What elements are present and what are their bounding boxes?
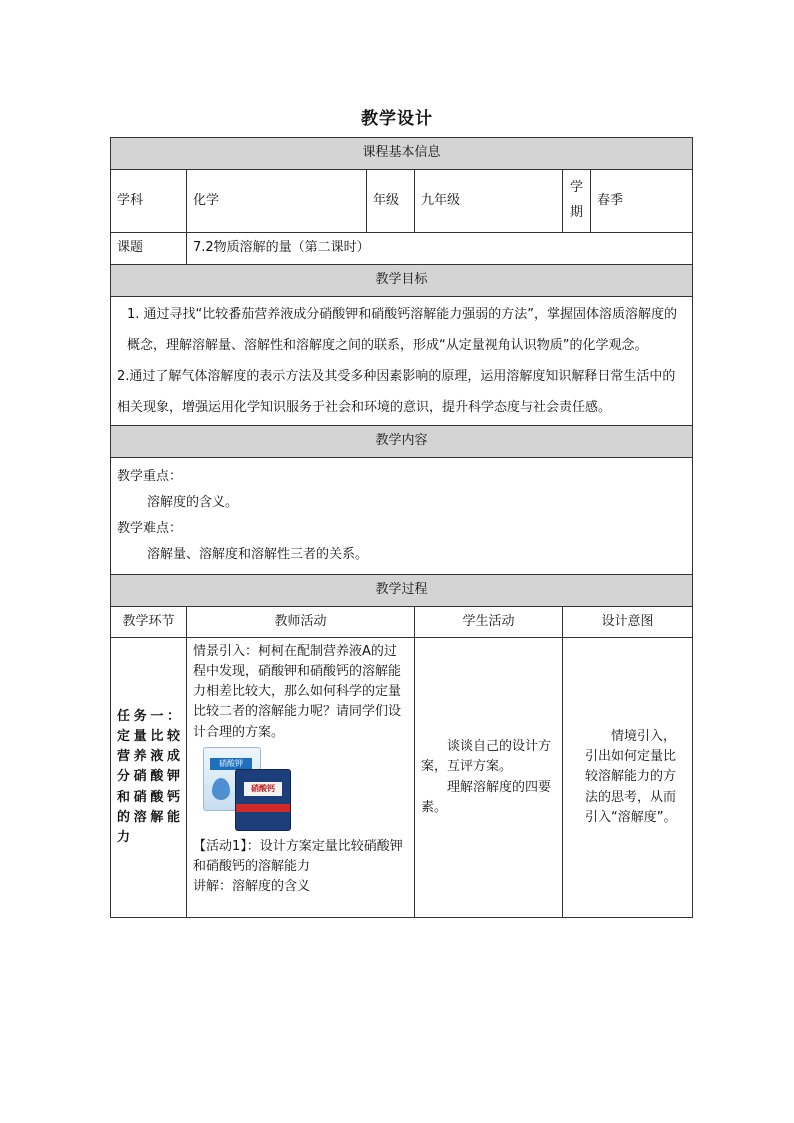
goal-item-1: 1. 通过寻找“比较番茄营养液成分硝酸钾和硝酸钙溶解能力强弱的方法”，掌握固体溶质溶解度的概念，理解溶解量、溶解性和溶解度之间的联系，形成“从定量视角认识物质”的化学观念。 (127, 307, 678, 353)
goals-row (111, 297, 693, 426)
term-label-line-2: 期 (569, 205, 583, 220)
student-activity-cell (415, 638, 563, 918)
basic-info-header-row (111, 138, 693, 170)
goal-item-2: 2.通过了解气体溶解度的表示方法及其受多种因素影响的原理，运用溶解度知识解释日常生活中的相关现象，增强运用化学知识服务于社会和环境的意识，提升科学态度与社会责任感。 (117, 369, 676, 415)
grade-label: 年级 (367, 170, 415, 233)
process-header-row (111, 575, 693, 607)
column-design: 设计意图 (563, 607, 693, 638)
term-label (563, 170, 591, 233)
design-intent-cell (563, 638, 693, 918)
term-label-line-1: 学 (569, 180, 583, 196)
topic-label: 课题 (111, 233, 187, 265)
process-columns-row (111, 607, 693, 638)
activity-1: 【活动1】：设计方案定量比较硝酸钾和硝酸钙的溶解能力 (193, 838, 403, 874)
basic-info-header: 课程基本信息 (111, 138, 693, 170)
bag-stripe (236, 804, 290, 812)
product-image (203, 747, 408, 831)
potassium-nitrate-label: 硝酸钾 (210, 758, 252, 770)
page-title: 教学设计 (361, 109, 433, 129)
teacher-activity-cell (187, 638, 415, 918)
task-row (111, 638, 693, 918)
content-header-row (111, 426, 693, 458)
task-cell: 任务一： 定量比较营养液成分硝酸钾和硝酸钙的溶解能力 (111, 638, 187, 918)
column-student: 学生活动 (415, 607, 563, 638)
student-activity-1: 谈谈自己的设计方案，互评方案。 (421, 739, 552, 775)
topic-row (111, 233, 693, 265)
goals-header-row (111, 265, 693, 297)
term-value: 春季 (591, 170, 693, 233)
column-teacher: 教师活动 (187, 607, 415, 638)
subject-value: 化学 (187, 170, 367, 233)
content-header: 教学内容 (111, 426, 693, 458)
content-cell (111, 458, 693, 575)
calcium-nitrate-bag-icon (235, 769, 291, 831)
process-header: 教学过程 (111, 575, 693, 607)
difficulty-value: 溶解量、溶解度和溶解性三者的关系。 (147, 547, 369, 562)
student-activity-2: 理解溶解度的四要素。 (421, 779, 552, 815)
goals-cell (111, 297, 693, 426)
column-stage: 教学环节 (111, 607, 187, 638)
lecture-note: 讲解：溶解度的含义 (193, 878, 311, 894)
water-drop-icon (212, 778, 230, 800)
lesson-plan-table (110, 137, 693, 918)
key-point-value: 溶解度的含义。 (147, 495, 239, 510)
design-intent: 情境引入，引出如何定量比较溶解能力的方法的思考，从而引入“溶解度”。 (585, 729, 677, 825)
content-row (111, 458, 693, 575)
subject-label: 学科 (111, 170, 187, 233)
calcium-nitrate-label: 硝酸钙 (244, 782, 282, 796)
goals-header: 教学目标 (111, 265, 693, 297)
teacher-intro: 情景引入：柯柯在配制营养液A的过程中发现，硝酸钾和硝酸钙的溶解能力相差比较大，那么如何科学的定量比较二者的溶解能力呢？请同学们设计合理的方案。 (193, 644, 402, 740)
difficulty-label: 教学难点： (117, 521, 183, 536)
subject-row (111, 170, 693, 233)
key-point-label: 教学重点： (117, 469, 183, 484)
topic-value: 7.2物质溶解的量（第二课时） (187, 233, 693, 265)
grade-value: 九年级 (415, 170, 563, 233)
